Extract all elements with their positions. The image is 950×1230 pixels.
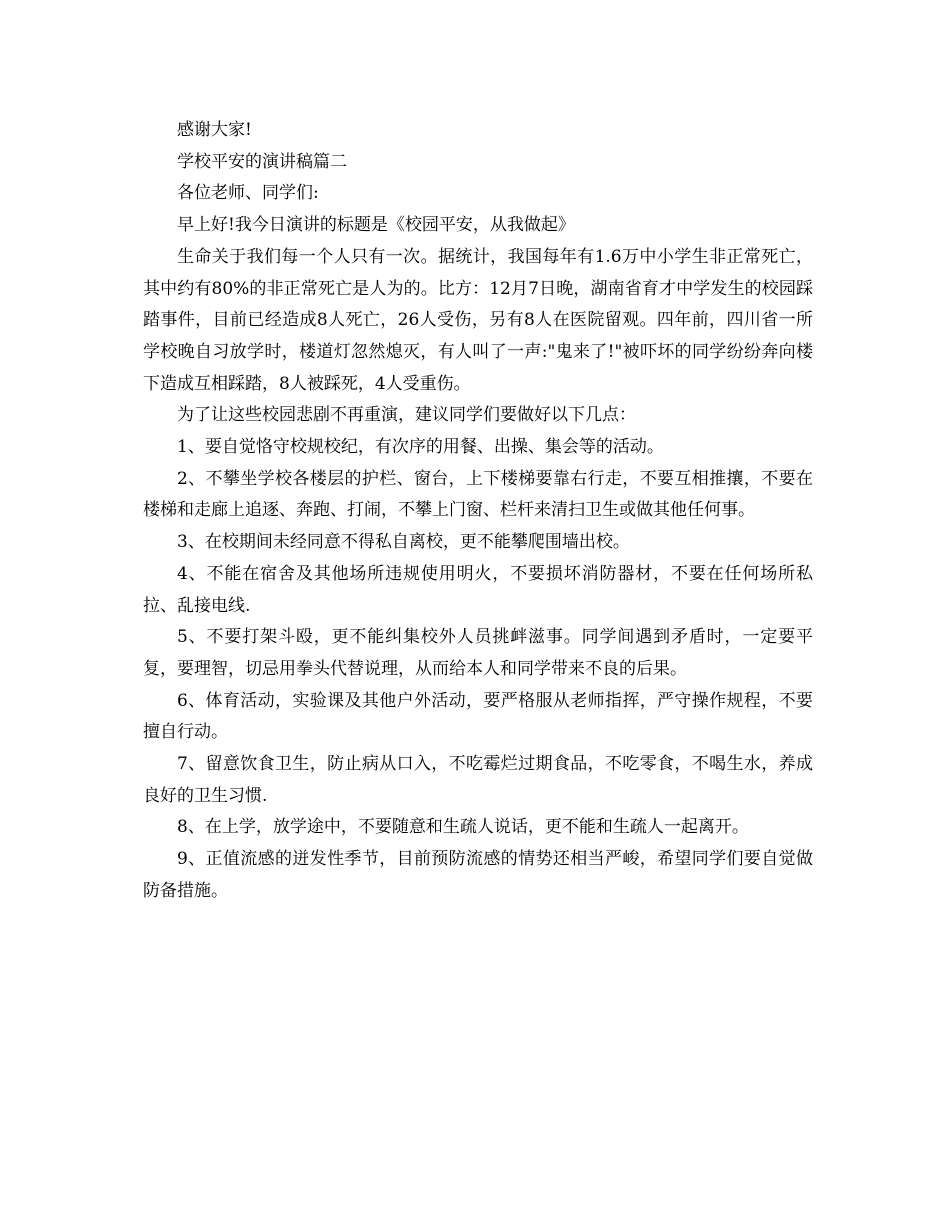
- list-item-2: 2、不攀坐学校各楼层的护栏、窗台，上下楼梯要靠右行走，不要互相推攘，不要在楼梯和走廊上追逐、奔跑、打闹，不攀上门窗、栏杆来清扫卫生或做其他任何事。: [143, 468, 813, 521]
- list-item-9: 9、正值流感的迸发性季节，目前预防流感的情势还相当严峻，希望同学们要自觉做防备措施。: [143, 849, 813, 901]
- list-item-8: 8、在上学，放学途中，不要随意和生疏人说话，更不能和生疏人一起离开。: [177, 817, 749, 838]
- paragraph-closing-thanks: 感谢大家!: [177, 120, 252, 140]
- paragraph-section-title: 学校平安的演讲稿篇二: [177, 151, 347, 172]
- list-item-3: 3、在校期间未经同意不得私自离校，更不能攀爬围墙出校。: [177, 532, 630, 553]
- list-item-6: 6、体育活动，实验课及其他户外活动，要严格服从老师指挥，严守操作规程，不要擅自行动。: [143, 690, 813, 743]
- paragraph-suggestions-intro: 为了让这些校园悲剧不再重演，建议同学们要做好以下几点：: [177, 405, 636, 426]
- list-item-7: 7、留意饮食卫生，防止病从口入，不吃霉烂过期食品，不吃零食，不喝生水，养成良好的卫生习惯.: [143, 754, 813, 806]
- paragraph-greeting: 早上好!我今日演讲的标题是《校园平安，从我做起》: [177, 215, 575, 236]
- list-item-4: 4、不能在宿舍及其他场所违规使用明火，不要损坏消防器材，不要在任何场所私拉、乱接电线.: [143, 563, 813, 616]
- paragraph-statistics: 生命关于我们每一个人只有一次。据统计，我国每年有1.6万中小学生非正常死亡，其中约有80%的非正常死亡是人为的。比方：12月7日晚，湖南省育才中学发生的校园踩踏事件，目前已经造成8人死亡，26人受伤，另有8人在医院留观。四年前，四川省一所学校晚自习放学时，楼道灯忽然熄灭，有人叫了一声:"鬼来了!"被吓坏的同学纷纷奔向楼下造成互相踩踏，8人被踩死，4人受重伤。: [143, 246, 813, 394]
- list-item-5: 5、不要打架斗殴，更不能纠集校外人员挑衅滋事。同学间遇到矛盾时，一定要平复，要理智，切忌用拳头代替说理，从而给本人和同学带来不良的后果。: [143, 627, 813, 679]
- paragraph-salutation: 各位老师、同学们:: [177, 183, 319, 204]
- list-item-1: 1、要自觉恪守校规校纪，有次序的用餐、出操、集会等的活动。: [177, 437, 664, 458]
- document-body: [143, 115, 813, 908]
